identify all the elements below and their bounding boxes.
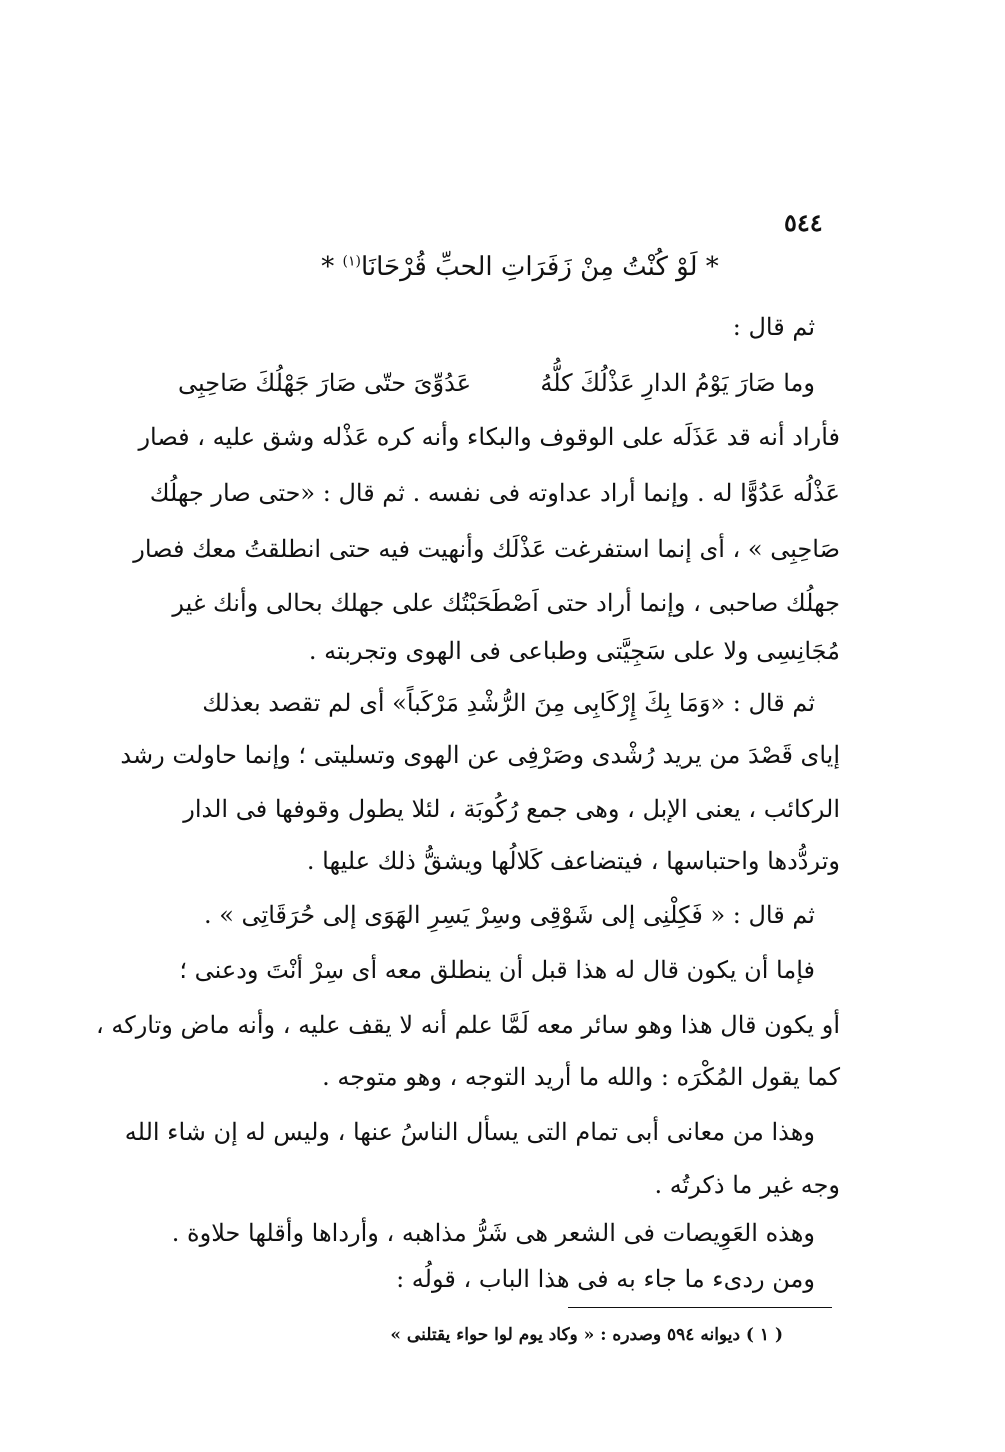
text-line: فإما أن يكون قال له هذا قبل أن ينطلق معه أى سِرْ أنْتَ ودعنى ؛: [179, 956, 815, 984]
text-line: صَاحِبِى » ، أى إنما استفرغت عَذْلَك وأنهيت فيه حتى انطلقتُ معك فصار: [133, 535, 840, 563]
text-line: وجه غير ما ذكرتُه .: [654, 1171, 840, 1199]
text-line: عَذْلُه عَدُوًّا له . وإنما أراد عداوته فى نفسه . ثم قال : «حتى صار جهلُك: [149, 479, 840, 507]
section-heading: [240, 252, 800, 282]
text-line: وتردُّدها واحتباسها ، فيتضاعف كَلالُها ويشقُّ ذلك عليها .: [306, 847, 840, 875]
text-line: كما يقول المُكْرَه : والله ما أريد التوجه ، وهو متوجه .: [322, 1063, 840, 1091]
verse-first-hemistich: وما صَارَ يَوْمُ الدارِ عَذْلُكَ كلُّهُ: [540, 369, 815, 397]
text-line: مُجَانِسِى ولا على سَجِيَّتى وطباعى فى الهوى وتجربته .: [308, 637, 840, 665]
text-line: وهذا من معانى أبى تمام التى يسأل الناسُ عنها ، وليس له إن شاء الله: [124, 1118, 815, 1146]
text-line: فأراد أنه قد عَذَلَه على الوقوف والبكاء وأنه كره عَذْله وشق عليه ، فصار: [138, 423, 840, 451]
text-line: ثم قال : « فَكِلْنِى إلى شَوْقِى وسِرْ يَسِرِ الهَوَى إلى حُرَقَاتِى » .: [203, 901, 815, 929]
text-line: ومن ردىء ما جاء به فى هذا الباب ، قولُه :: [396, 1265, 815, 1293]
heading-star-open: *: [705, 252, 719, 282]
heading-text: لَوْ كُنْتُ مِنْ زَفَرَاتِ الحبِّ قُرْحَانَا: [360, 252, 698, 282]
intro-line: ثم قال :: [732, 313, 815, 341]
verse-second-hemistich: عَدُوِّىَ حتّى صَارَ جَهْلُكَ صَاحِبِى: [178, 369, 472, 397]
text-line: جهلُك صاحبى ، وإنما أراد حتى اَصْطَحَبْتُك على جهلك بحالى وأنك غير: [172, 589, 840, 617]
text-line: أو يكون قال هذا وهو سائر معه لَمَّا علم أنه لا يقف عليه ، وأنه ماض وتاركه ،: [96, 1011, 840, 1039]
footnote: ( ١ ) ديوانه ٥٩٤ وصدره : « وكاد يوم لوا حواء يقتلنى »: [390, 1325, 783, 1345]
text-line: الركائب ، يعنى الإبل ، وهى جمع رُكُوبَة ، لئلا يطول وقوفها فى الدار: [183, 795, 840, 823]
footnote-rule: [568, 1307, 832, 1308]
heading-star-close: *: [321, 252, 335, 282]
text-line: ثم قال : «وَمَا بِكَ إِرْكَابِى مِنَ الرُّشْدِ مَرْكَباً» أى لم تقصد بعذلك: [202, 689, 815, 717]
footnote-ref: (١): [342, 253, 361, 270]
page-number: ٥٤٤: [784, 208, 823, 237]
text-line: وهذه العَوِيصات فى الشعر هى شَرُّ مذاهبه ، وأرداها وأقلها حلاوة .: [171, 1219, 815, 1247]
text-line: إياى قَصْدَ من يريد رُشْدى وصَرْفِى عن الهوى وتسليتى ؛ وإنما حاولت رشد: [120, 741, 840, 769]
